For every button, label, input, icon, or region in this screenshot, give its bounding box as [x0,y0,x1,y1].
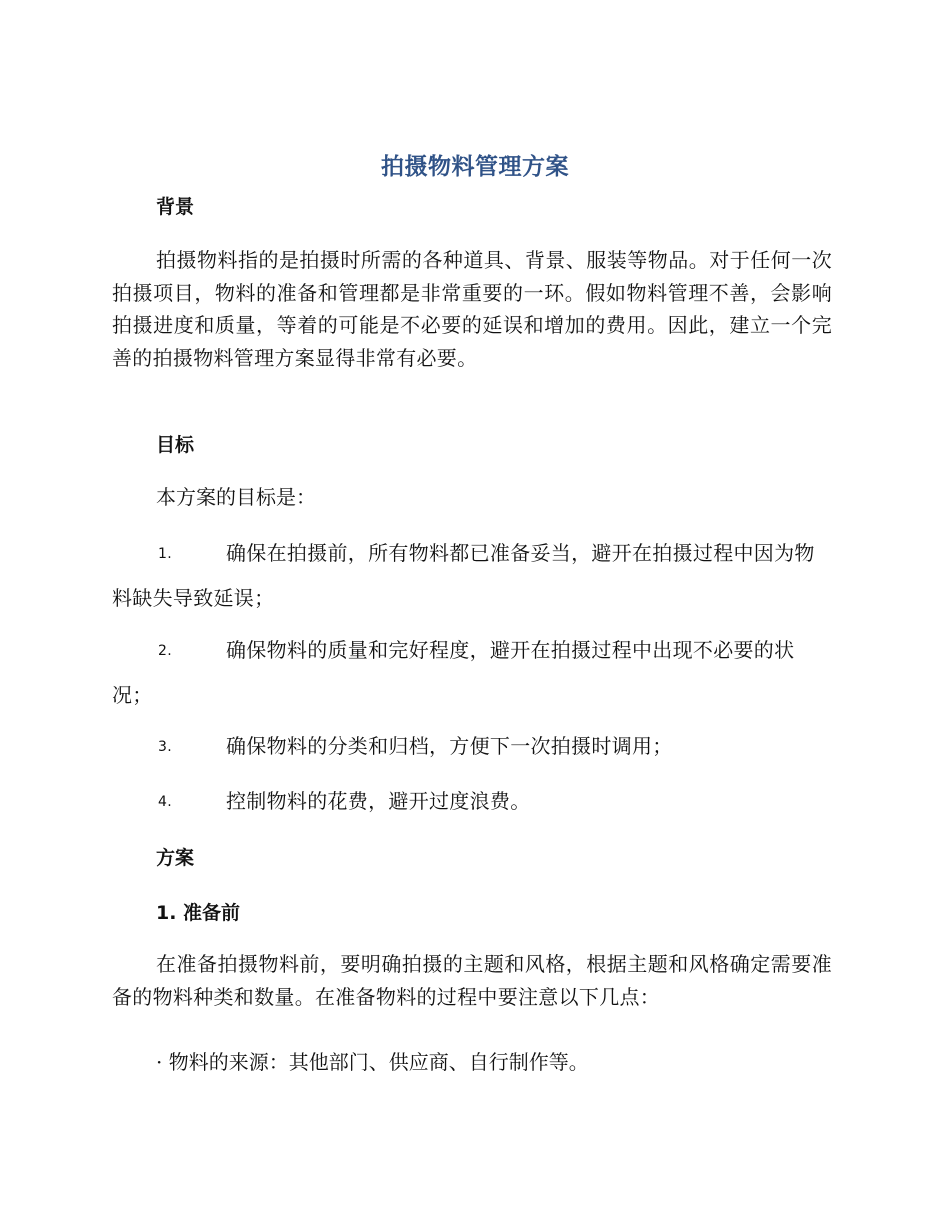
background-paragraph: 拍摄物料指的是拍摄时所需的各种道具、背景、服装等物品。对于任何一次拍摄项目，物料的准备和管理都是非常重要的一环。假如物料管理不善，会影响拍摄进度和质量，等着的可能是不必要的延误和增加的费用。因此，建立一个完善的拍摄物料管理方案显得非常有必要。 [112,248,832,370]
plan-paragraph: 在准备拍摄物料前，要明确拍摄的主题和风格，根据主题和风格确定需要准备的物料种类和数量。在准备物料的过程中要注意以下几点： [112,952,832,1009]
document-title: 拍摄物料管理方案 [381,154,569,180]
goal-item-1 [112,531,832,620]
goal-item-number: 2. [158,643,172,659]
section-heading-plan: 方案 [156,847,195,869]
plan-subheading-prepare: 1. 准备前 [156,902,241,924]
goal-item-text: 确保在拍摄前，所有物料都已准备妥当，避开在拍摄过程中因为物料缺失导致延误； [112,541,815,610]
plan-bullet-item: · 物料的来源：其他部门、供应商、自行制作等。 [156,1050,589,1074]
goal-item-number: 1. [158,546,172,562]
section-heading-background: 背景 [156,196,195,218]
goals-intro: 本方案的目标是： [156,485,316,509]
goal-item-text: 确保物料的质量和完好程度，避开在拍摄过程中出现不必要的状况； [112,638,795,707]
goal-item-4 [112,779,832,824]
goal-item-number: 4. [158,794,172,810]
goal-item-text: 确保物料的分类和归档，方便下一次拍摄时调用； [226,734,673,758]
goal-item-2 [112,628,832,717]
goal-item-text: 控制物料的花费，避开过度浪费。 [226,789,531,813]
goal-item-3 [112,724,832,769]
goal-item-number: 3. [158,739,172,755]
section-heading-goals: 目标 [156,434,195,456]
